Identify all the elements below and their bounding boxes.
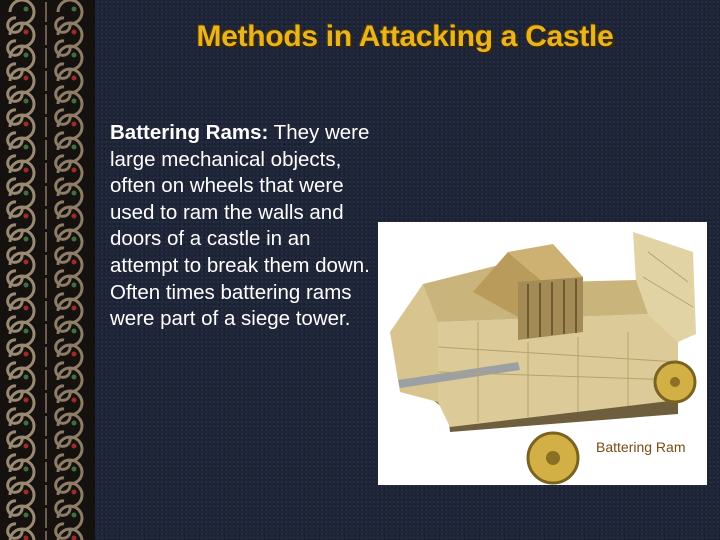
image-caption: Battering Ram <box>596 439 686 455</box>
ornamental-border <box>0 0 95 540</box>
body-paragraph <box>110 120 382 333</box>
body-term: Battering Rams: <box>110 121 269 144</box>
battering-ram-image <box>378 222 707 485</box>
slide-title: Methods in Attacking a Castle <box>196 20 614 53</box>
wheel-front-left <box>528 433 578 483</box>
wheel-front-right <box>655 362 695 402</box>
body-text: They were large mechanical objects, often on wheels that were used to ram the walls and doors of a castle in an attempt to break them down. Often times battering rams were part of a siege tower. <box>110 121 370 331</box>
battering-ram-illustration <box>378 222 707 485</box>
ornament-pattern <box>0 0 95 540</box>
